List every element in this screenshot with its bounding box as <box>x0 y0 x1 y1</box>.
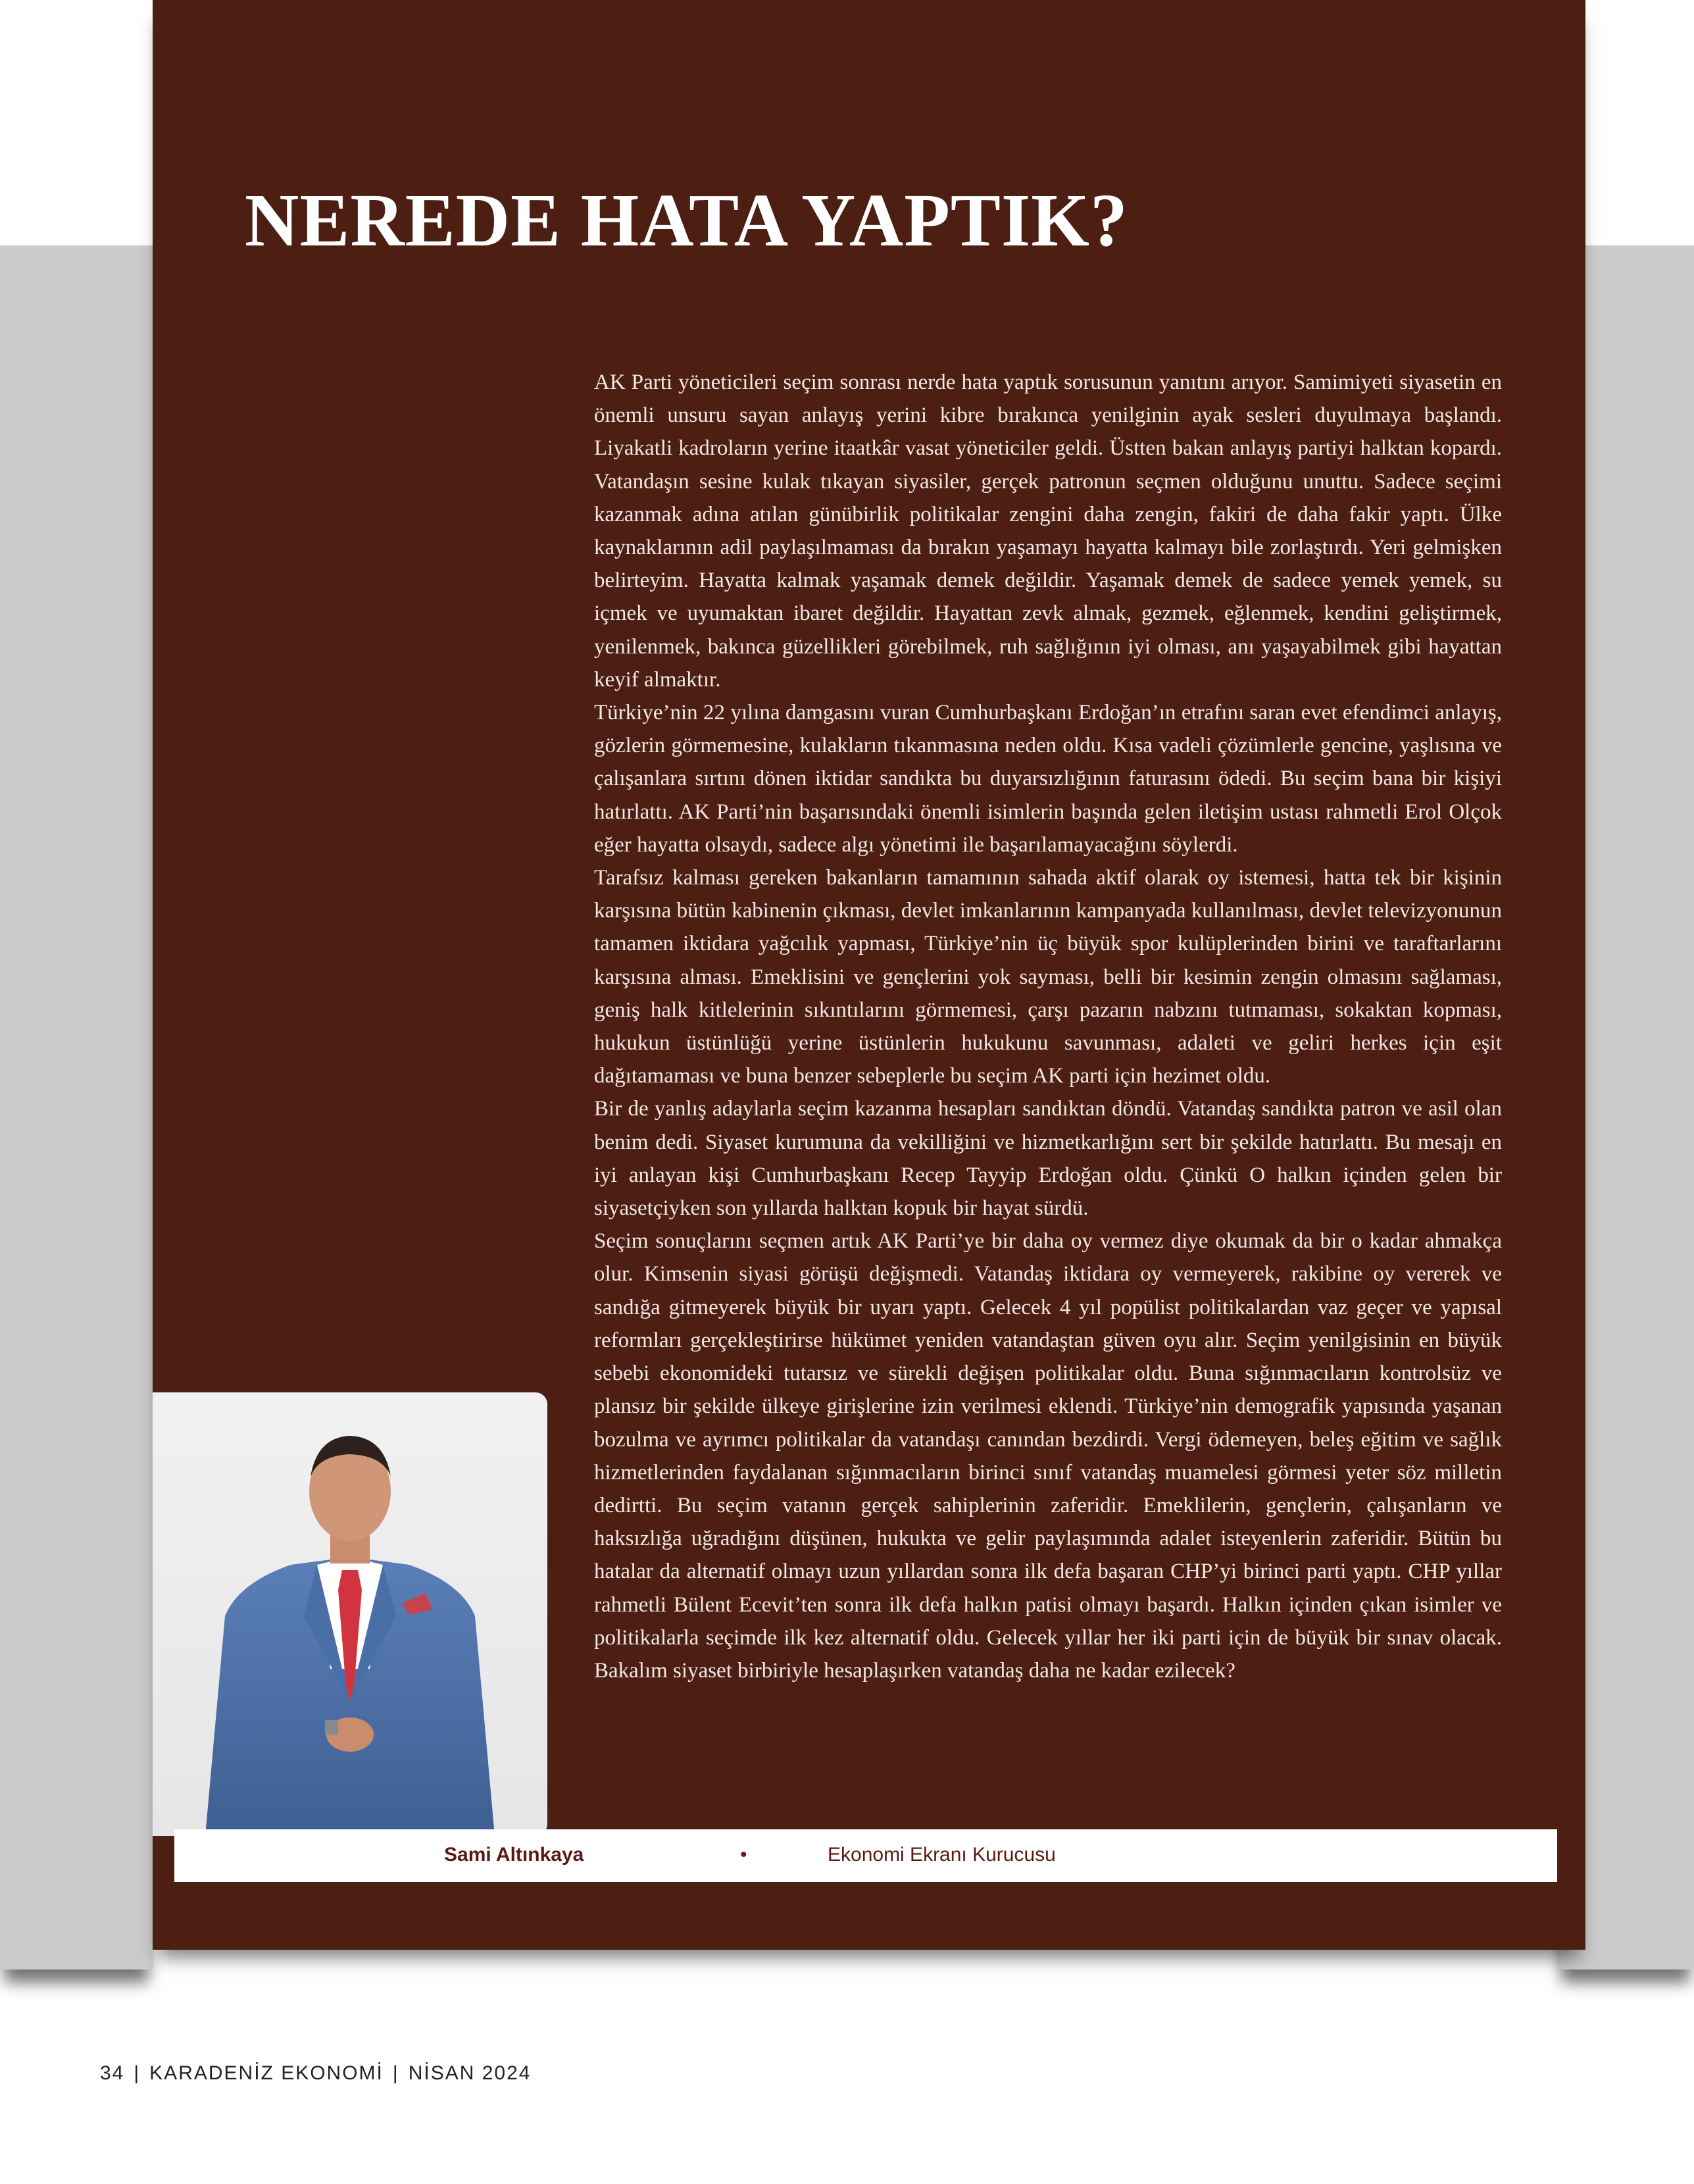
author-role: Ekonomi Ekranı Kurucusu <box>828 1844 1056 1866</box>
article-paragraph: Bir de yanlış adaylarla seçim kazanma hesapları sandıktan döndü. Vatandaş sandıkta patron ve asil olan benim dedi. Siyaset kurumuna da vekilliğini ve hizmetkarlığını sert bir şekilde hatırlattı. Bu mesajı en iyi anlayan kişi Cumhurbaşkanı Recep Tayyip Erdoğan oldu. Çünkü O halkın içinden gelen bir siyasetçiyken son yıllarda halktan kopuk bir hayat sürdü. <box>594 1097 1502 1221</box>
left-gray-bar <box>0 245 153 1969</box>
author-name: Sami Altınkaya <box>444 1844 584 1866</box>
article-body <box>594 366 1502 1687</box>
magazine-name: KARADENİZ EKONOMİ <box>149 2062 384 2084</box>
footer-separator: | <box>392 2062 399 2084</box>
article-paragraph: AK Parti yöneticileri seçim sonrası nerde hata yaptık sorusunun yanıtını arıyor. Samimiyeti siyasetin en önemli unsuru sayan anlayış yerini kibre bırakınca yenilginin ayak sesleri duyulmaya başlandı. Liyakatli kadroların yerine itaatkâr vasat yöneticiler geldi. Üstten bakan anlayış partiyi halktan kopardı. Vatandaşın sesine kulak tıkayan siyasiler, gerçek patronun seçmen olduğunu unuttu. Sadece seçimi kazanmak adına atılan günübirlik politikalar zengini daha zengin, fakiri de daha fakir yaptı. Ülke kaynaklarının adil paylaşılmaması da bırakın yaşamayı hayatta kalmayı bile zorlaştırdı. Yeri gelmişken belirteyim. Hayatta kalmak yaşamak demek değildir. Yaşamak demek de sadece yemek yemek, su içmek ve uyumaktan ibaret değildir. Hayattan zevk almak, gezmek, eğlenmek, kendini geliştirmek, yenilenmek, bakınca güzellikleri görebilmek, ruh sağlığının iyi olması, anı yaşayabilmek gibi hayattan keyif almaktır. <box>594 370 1502 692</box>
author-portrait-illustration <box>153 1392 547 1836</box>
author-photo <box>153 1392 547 1836</box>
caption-bullet: • <box>740 1844 747 1866</box>
footer-separator: | <box>134 2062 141 2084</box>
issue-date: NİSAN 2024 <box>408 2062 532 2084</box>
page-footer <box>100 2062 531 2085</box>
page-number: 34 <box>100 2062 125 2084</box>
article-title: NEREDE HATA YAPTIK? <box>245 178 1128 262</box>
article-paragraph: Türkiye’nin 22 yılına damgasını vuran Cumhurbaşkanı Erdoğan’ın etrafını saran evet efendimci anlayış, gözlerin görmemesine, kulakların tıkanmasına neden oldu. Kısa vadeli çözümlerle gencine, yaşlısına ve çalışanlara sırtını dönen iktidar sandıkta bu duyarsızlığının faturasını ödedi. Bu seçim bana bir kişiyi hatırlattı. AK Parti’nin başarısındaki önemli isimlerin başında gelen iletişim ustası rahmetli Erol Olçok eğer hayatta olsaydı, sadece algı yönetimi ile başarılamayacağını söylerdi. <box>594 701 1502 857</box>
article-paragraph: Seçim sonuçlarını seçmen artık AK Parti’ye bir daha oy vermez diye okumak da bir o kadar ahmakça olur. Kimsenin siyasi görüşü değişmedi. Vatandaş iktidara oy vermeyerek, rakibine oy vererek ve sandığa gitmeyerek büyük bir uyarı yaptı. Gelecek 4 yıl popülist politikalardan vaz geçer ve yapısal reformları gerçekleştirirse hükümet yeniden vatandaştan güven oyu alır. Seçim yenilgisinin en büyük sebebi ekonomideki tutarsız ve sürekli değişen politikalar oldu. Buna sığınmacıların kontrolsüz ve plansız bir şekilde ülkeye girişlerine izin verilmesi eklendi. Türkiye’nin demografik yapısında yaşanan bozulma ve ayrımcı politikalar da vatandaşı canından bezdirdi. Vergi ödemeyen, beleş eğitim ve sağlık hizmetlerinden faydalanan sığınmacıların birinci sınıf vatandaş muamelesi görmesi yeter söz milletin dedirtti. Bu seçim vatanın gerçek sahiplerinin zaferidir. Emeklilerin, gençlerin, çalışanların ve haksızlığa uğradığını düşünen, hukukta ve gelir paylaşımında adalet isteyenlerin zaferidir. Bütün bu hatalar da alternatif olmayı uzun yıllardan sonra ilk defa başaran CHP’yi birinci parti yaptı. CHP yıllar rahmetli Bülent Ecevit’ten sonra ilk defa halkın patisi olmayı başardı. Halkın içinden çıkan isimler ve politikalarla seçimde ilk kez alternatif oldu. Gelecek yıllar her iki parti için de büyük bir sınav olacak. Bakalım siyaset birbiriyle hesaplaşırken vatandaş daha ne kadar ezilecek? <box>594 1229 1502 1683</box>
author-caption-bar <box>174 1829 1557 1882</box>
article-paragraph: Tarafsız kalması gereken bakanların tamamının sahada aktif olarak oy istemesi, hatta tek bir kişinin karşısına bütün kabinenin çıkması, devlet imkanlarının kampanyada kullanılması, devlet televizyonunun tamamen iktidara yağcılık yapması, Türkiye’nin üç büyük spor kulüplerinden birini ve taraftarlarını karşısına alması. Emeklisini ve gençlerini yok sayması, belli bir kesimin zengin olmasını sağlaması, geniş halk kitlelerinin sıkıntılarını görmemesi, çarşı pazarın nabzını tutmaması, sokaktan kopması, hukukun üstünlüğü yerine üstünlerin hukukunu savunması, adaleti ve geliri herkes için eşit dağıtamaması ve buna benzer sebeplerle bu seçim AK parti için hezimet oldu. <box>594 866 1502 1088</box>
